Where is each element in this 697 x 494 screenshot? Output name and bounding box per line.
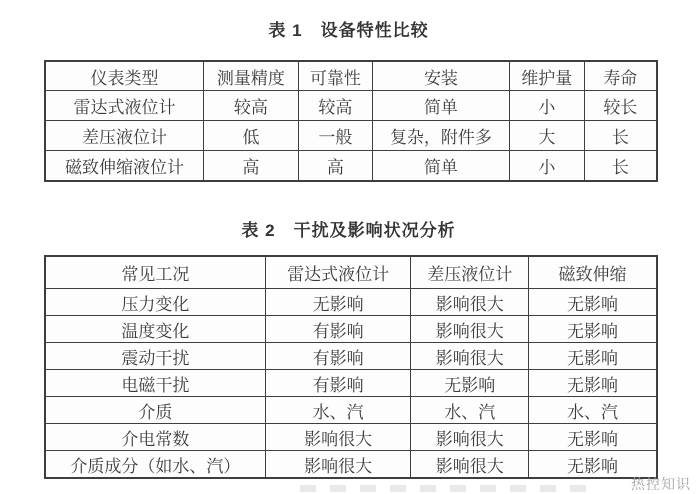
table-cell: 压力变化 (45, 289, 265, 316)
table-cell: 无影响 (528, 289, 657, 316)
table-cell: 长 (584, 121, 657, 151)
table-cell: 有影响 (265, 316, 411, 343)
table-cell: 水、汽 (265, 397, 411, 424)
table1-title: 表 1 设备特性比较 (268, 21, 429, 40)
table-cell: 介电常数 (45, 424, 265, 451)
table-row (45, 424, 657, 451)
column-header: 雷达式液位计 (265, 256, 411, 289)
table-cell: 水、汽 (411, 397, 529, 424)
column-header: 差压液位计 (411, 256, 529, 289)
table-cell: 水、汽 (528, 397, 657, 424)
table-cell: 较长 (584, 91, 657, 121)
table-cell: 高 (298, 151, 372, 182)
table-row (45, 289, 657, 316)
table-cell: 无影响 (265, 289, 411, 316)
header-row (45, 256, 657, 289)
table-row (45, 370, 657, 397)
column-header: 常见工况 (45, 256, 265, 289)
table-row (45, 451, 657, 479)
table-cell: 影响很大 (411, 316, 529, 343)
table-cell: 差压液位计 (45, 121, 204, 151)
table-cell: 有影响 (265, 343, 411, 370)
table-cell: 影响很大 (265, 424, 411, 451)
table-cell: 复杂，附件多 (372, 121, 509, 151)
table-cell: 影响很大 (411, 451, 529, 479)
table-cell: 无影响 (528, 451, 657, 479)
table-cell: 较高 (204, 91, 299, 121)
column-header: 仪表类型 (45, 61, 204, 91)
table-cell: 无影响 (411, 370, 529, 397)
table-cell: 小 (509, 151, 584, 182)
table-cell: 有影响 (265, 370, 411, 397)
table2-interference-analysis (44, 255, 658, 479)
table-cell: 无影响 (528, 343, 657, 370)
table2-title: 表 2 干扰及影响状况分析 (241, 221, 456, 240)
table-cell: 影响很大 (411, 424, 529, 451)
table-cell: 一般 (298, 121, 372, 151)
table-cell: 无影响 (528, 424, 657, 451)
table-cell: 无影响 (528, 316, 657, 343)
table-cell: 无影响 (528, 370, 657, 397)
table-cell: 低 (204, 121, 299, 151)
table-cell: 简单 (372, 151, 509, 182)
table-cell: 雷达式液位计 (45, 91, 204, 121)
table-cell: 影响很大 (411, 343, 529, 370)
table-cell: 震动干扰 (45, 343, 265, 370)
table-cell: 较高 (298, 91, 372, 121)
column-header: 寿命 (584, 61, 657, 91)
watermark-scribble (300, 485, 600, 492)
table-cell: 大 (509, 121, 584, 151)
table-cell: 简单 (372, 91, 509, 121)
table-row (45, 91, 657, 121)
table-cell: 影响很大 (265, 451, 411, 479)
table1-equipment-comparison (44, 60, 658, 182)
table-row (45, 316, 657, 343)
header-row (45, 61, 657, 91)
watermark-text: 热控知识 (631, 476, 691, 492)
column-header: 安装 (372, 61, 509, 91)
table-cell: 介质成分（如水、汽） (45, 451, 265, 479)
table-row (45, 121, 657, 151)
table-cell: 长 (584, 151, 657, 182)
table-row (45, 151, 657, 182)
table-row (45, 343, 657, 370)
table-cell: 磁致伸缩液位计 (45, 151, 204, 182)
table-cell: 电磁干扰 (45, 370, 265, 397)
column-header: 可靠性 (298, 61, 372, 91)
table-row (45, 397, 657, 424)
table-cell: 温度变化 (45, 316, 265, 343)
column-header: 维护量 (509, 61, 584, 91)
table-cell: 小 (509, 91, 584, 121)
table-cell: 影响很大 (411, 289, 529, 316)
column-header: 磁致伸缩 (528, 256, 657, 289)
table-cell: 介质 (45, 397, 265, 424)
table-cell: 高 (204, 151, 299, 182)
column-header: 测量精度 (204, 61, 299, 91)
